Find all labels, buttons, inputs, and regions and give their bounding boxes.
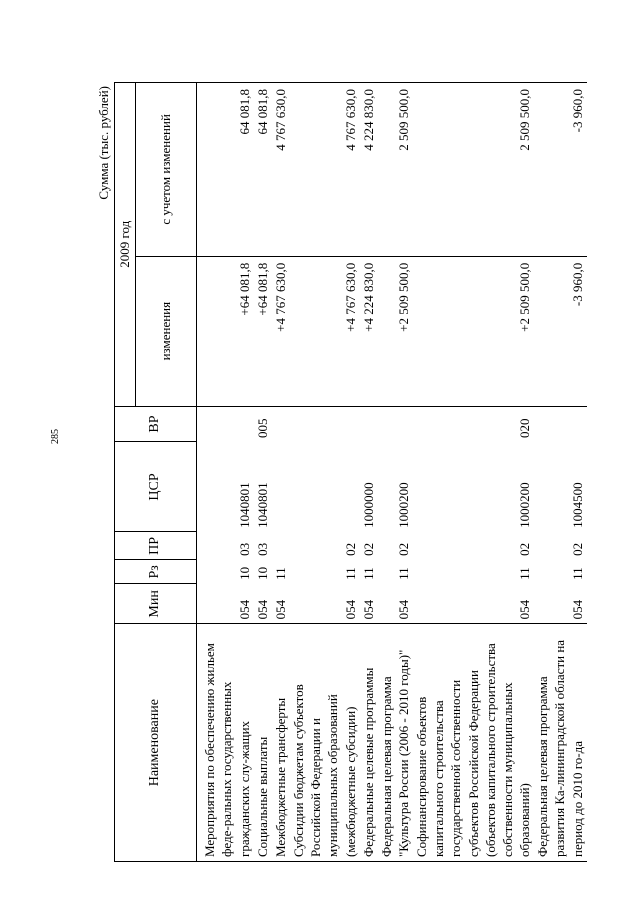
table-row [534, 83, 586, 862]
header-changes: изменения [136, 256, 197, 406]
row-change: +64 081,8 [197, 256, 254, 406]
row-vr [360, 406, 378, 442]
row-change: -3 960,0 [534, 256, 586, 406]
row-name: Социальные выплаты [254, 624, 272, 862]
row-name: Мероприятия по обеспечению жильем феде-ральных государственных гражданских слу-жащих [197, 624, 254, 862]
row-vr [534, 406, 586, 442]
row-csr: 1040801 [236, 482, 252, 528]
row-name: Межбюджетные трансферты [272, 624, 290, 862]
row-total: 64 081,8 [197, 83, 254, 257]
row-pr: 02 [360, 542, 376, 556]
row-name: Федеральные целевые программы [360, 624, 378, 862]
table-row [254, 83, 272, 862]
row-csr: 1000200 [395, 482, 411, 528]
row-total: 64 081,8 [254, 83, 272, 257]
row-name: Федеральная целевая программа "Культура России (2006 - 2010 годы)" [378, 624, 413, 862]
table-row [360, 83, 378, 862]
row-rz: 11 [569, 567, 585, 580]
row-total: 2 509 500,0 [378, 83, 413, 257]
row-pr: 02 [342, 542, 358, 556]
row-pr: 03 [236, 542, 252, 556]
row-pr: 02 [517, 542, 533, 556]
header-name: Наименование [115, 624, 197, 862]
row-min: 054 [197, 584, 254, 624]
header-with-changes: с учетом изменений [136, 83, 197, 257]
row-csr: 1040801 [254, 482, 270, 528]
table-row [378, 83, 413, 862]
row-pr [272, 532, 290, 560]
row-vr [272, 406, 290, 442]
row-rz: 11 [360, 567, 376, 580]
row-change: +2 509 500,0 [378, 256, 413, 406]
row-csr: 1000000 [360, 482, 376, 528]
row-csr: 1000200 [517, 482, 533, 528]
row-change: +64 081,8 [254, 256, 272, 406]
row-rz: 10 [254, 566, 270, 580]
row-total: -3 960,0 [534, 83, 586, 257]
row-change: +2 509 500,0 [413, 256, 534, 406]
row-rz: 11 [272, 567, 288, 580]
row-name: Федеральная целевая программа развития Ка-лининградской области на период до 2010 го-да [534, 624, 586, 862]
row-csr [290, 442, 360, 532]
page-number: 285 [50, 429, 61, 444]
header-year: 2009 год [115, 83, 136, 407]
row-name: Субсидии бюджетам субъектов Российской Федерации и муниципальных образований (межбюджетные субсидии) [290, 624, 360, 862]
row-min: 054 [272, 584, 290, 624]
row-rz: 11 [342, 567, 358, 580]
row-name: Софинансирование объектов капитального строительства государственной собственности субъектов Российской Федерации (объектов капитального строительства собственности муниципальных образований) [413, 624, 534, 862]
row-min: 054 [360, 584, 378, 624]
table-row [413, 83, 534, 862]
row-pr: 02 [395, 542, 411, 556]
sum-unit-header: Сумма (тыс. рублей) [96, 86, 111, 200]
row-min: 054 [534, 584, 586, 624]
row-change: +4 767 630,0 [290, 256, 360, 406]
row-min: 054 [290, 584, 360, 624]
row-pr: 03 [254, 542, 270, 556]
table-row [197, 83, 254, 862]
row-rz: 11 [395, 567, 411, 580]
header-min: Мин [115, 584, 197, 624]
row-min: 054 [378, 584, 413, 624]
row-vr [197, 406, 254, 442]
row-rz: 11 [517, 567, 533, 580]
row-change: +4 224 830,0 [360, 256, 378, 406]
row-total: 4 224 830,0 [360, 83, 378, 257]
header-csr: ЦСР [115, 442, 197, 532]
row-change: +4 767 630,0 [272, 256, 290, 406]
row-csr: 1004500 [569, 482, 585, 528]
rotated-page-content [94, 82, 585, 862]
header-pr: ПР [115, 532, 197, 560]
table-row [290, 83, 360, 862]
row-min: 054 [254, 584, 272, 624]
row-pr: 02 [569, 542, 585, 556]
header-rz: Рз [115, 560, 197, 584]
budget-table [114, 82, 587, 862]
row-rz: 10 [236, 566, 252, 580]
row-total: 4 767 630,0 [272, 83, 290, 257]
row-total: 2 509 500,0 [413, 83, 534, 257]
row-vr: 020 [413, 406, 534, 442]
row-vr: 005 [254, 406, 272, 442]
row-csr [272, 442, 290, 532]
table-row [272, 83, 290, 862]
row-min: 054 [413, 584, 534, 624]
row-vr [378, 406, 413, 442]
header-vr: ВР [115, 406, 197, 442]
row-vr [290, 406, 360, 442]
row-total: 4 767 630,0 [290, 83, 360, 257]
